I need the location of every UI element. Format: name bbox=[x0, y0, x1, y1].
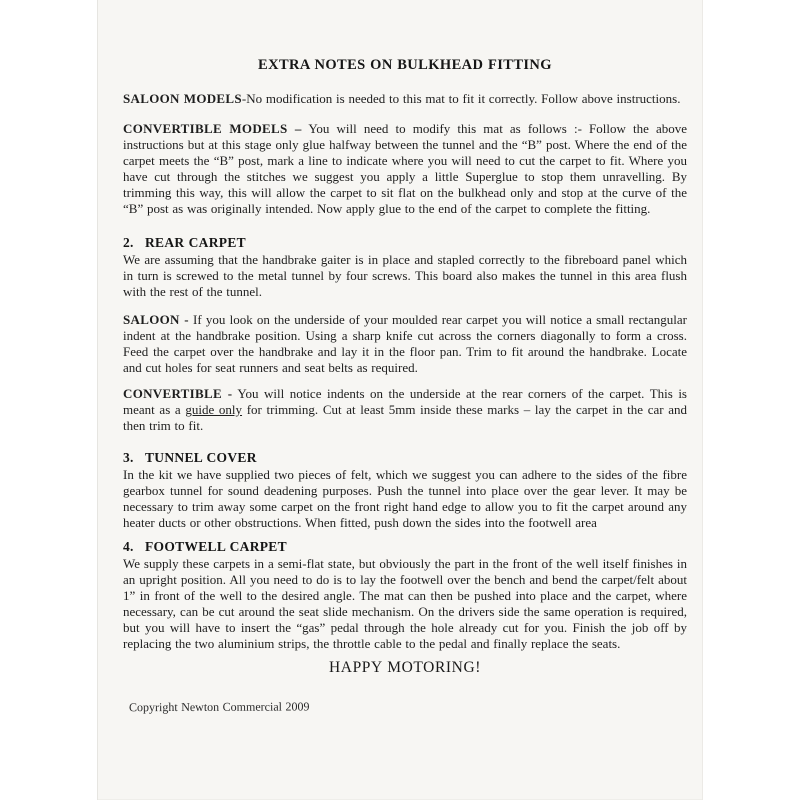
section-title-rear-carpet: REAR CARPET bbox=[145, 235, 246, 250]
copyright-text: Copyright Newton Commercial 2009 bbox=[128, 699, 310, 715]
rear-convertible-text-before: You will notice indents on the underside at the rear corners of the carpet. This is meant as a bbox=[123, 386, 687, 417]
document-content bbox=[123, 57, 687, 714]
convertible-models-text: You will need to modify this mat as follows :- Follow the above instructions but at this stage only glue halfway between the tunnel and the “B” post. Where the end of the carpet meets the “B” post, mark a line to indicate where you will need to cut the carpet to fit. Where you have cut through the stitches we suggest you apply a little Superglue to stop them unravelling. By trimming this way, this will allow the carpet to sit flat on the bulkhead only and stop at the curve of the “B” post as was originally intended. Now apply glue to the end of the carpet to complete the fitting. bbox=[123, 121, 688, 216]
rear-saloon-text: If you look on the underside of your moulded rear carpet you will notice a small rectangular indent at the handbrake position. Using a sharp knife cut across the corners diagonally to form a cross. Feed the carpet over the handbrake and lay it in the floor pan. Trim to fit around the handbrake. Locate and cut holes for seat runners and seat belts as required. bbox=[123, 312, 687, 375]
document-page bbox=[97, 0, 703, 800]
section-heading-footwell-carpet bbox=[123, 539, 687, 555]
paragraph-rear-carpet: We are assuming that the handbrake gaiter is in place and stapled correctly to the fibreboard panel which in turn is screwed to the metal tunnel by four screws. This board also makes the tunnel in this area flush with the rest of the tunnel. bbox=[123, 252, 687, 299]
section-number-4: 4. bbox=[123, 539, 134, 554]
section-title-footwell-carpet: FOOTWELL CARPET bbox=[145, 539, 287, 554]
section-heading-tunnel-cover bbox=[123, 450, 687, 466]
saloon-models-text: -No modification is needed to this mat to fit it correctly. Follow above instructions. bbox=[241, 91, 681, 106]
paragraph-rear-convertible bbox=[123, 386, 687, 434]
rear-convertible-lead: CONVERTIBLE - bbox=[123, 386, 233, 401]
section-number-3: 3. bbox=[123, 450, 134, 465]
underlined-phrase-guide-only: guide only bbox=[185, 402, 243, 417]
convertible-models-lead: CONVERTIBLE MODELS – bbox=[123, 121, 302, 136]
rear-convertible-text-after: for trimming. Cut at least 5mm inside these marks – lay the carpet in the car and then trim to fit. bbox=[123, 402, 687, 433]
paragraph-tunnel-cover: In the kit we have supplied two pieces of felt, which we suggest you can adhere to the sides of the fibre gearbox tunnel for sound deadening purposes. Push the tunnel into place over the gear lever. It may be necessary to trim away some carpet on the front right hand edge to allow you to fit the carpet around any heater ducts or other obstructions. When fitted, push down the sides into the footwell area bbox=[123, 467, 687, 530]
section-title-tunnel-cover: TUNNEL COVER bbox=[145, 450, 257, 465]
section-heading-rear-carpet bbox=[123, 235, 687, 251]
paragraph-rear-saloon bbox=[123, 312, 687, 376]
closing-text: HAPPY MOTORING! bbox=[328, 659, 482, 676]
paragraph-saloon-models bbox=[123, 91, 687, 107]
saloon-models-lead: SALOON MODELS bbox=[123, 91, 242, 106]
section-number-2: 2. bbox=[123, 235, 134, 250]
paragraph-convertible-models bbox=[123, 121, 687, 217]
rear-saloon-lead: SALOON - bbox=[123, 312, 189, 327]
paragraph-footwell-carpet: We supply these carpets in a semi-flat state, but obviously the part in the front of the well itself finishes in an upright position. All you need to do is to lay the footwell over the bench and bend the carpet/felt about 1” in front of the well to the desired angle. The mat can then be pushed into place and the carpet, where necessary, can be cut around the seat slide mechanism. On the drivers side the same operation is required, but you will have to insert the “gas” pedal through the hole already cut for you. Finish the job off by replacing the two aluminium strips, the throttle cable to the pedal and finally replace the seats. bbox=[123, 556, 687, 651]
document-title: EXTRA NOTES ON BULKHEAD FITTING bbox=[258, 57, 552, 73]
